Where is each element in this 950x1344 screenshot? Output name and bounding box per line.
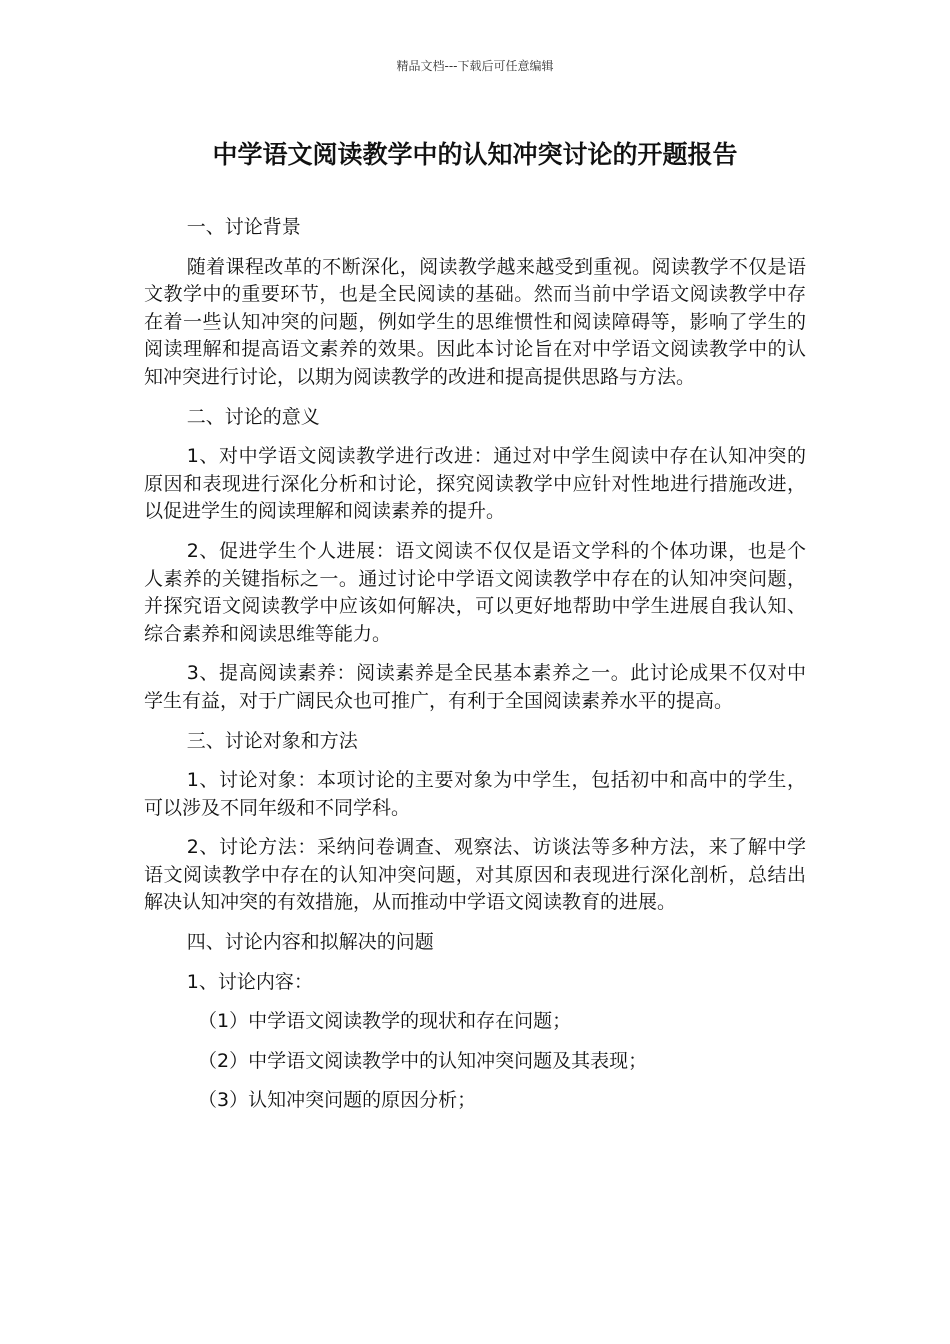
paragraph-methods: 2、讨论方法：采纳问卷调查、观察法、访谈法等多种方法，来了解中学语文阅读教学中存在的认知冲突问题，对其原因和表现进行深化剖析，总结出解决认知冲突的有效措施，从而推动中学语文阅读教育的进展。 [144,836,806,914]
section-heading-background: 一、讨论背景 [186,216,301,238]
list-item: （2）中学语文阅读教学中的认知冲突问题及其表现； [198,1049,648,1072]
paragraph-subjects: 1、讨论对象：本项讨论的主要对象为中学生，包括初中和高中的学生，可以涉及不同年级和不同学科。 [144,769,806,819]
subheading-research-content: 1、讨论内容： [186,970,313,993]
paragraph-significance-1: 1、对中学语文阅读教学进行改进：通过对中学生阅读中存在认知冲突的原因和表现进行深化分析和讨论，探究阅读教学中应针对性地进行措施改进，以促进学生的阅读理解和阅读素养的提升。 [144,445,806,523]
document-body [144,214,806,1127]
list-item: （3）认知冲突问题的原因分析； [198,1089,477,1112]
section-heading-content-problems: 四、讨论内容和拟解决的问题 [186,931,434,954]
section-heading-subjects-methods: 三、讨论对象和方法 [186,729,358,752]
paragraph-significance-3: 3、提高阅读素养：阅读素养是全民基本素养之一。此讨论成果不仅对中学生有益，对于广阔民众也可推广，有利于全国阅读素养水平的提高。 [144,662,806,712]
section-heading-significance: 二、讨论的意义 [186,405,320,428]
paragraph-significance-2: 2、促进学生个人进展：语文阅读不仅仅是语文学科的个体功课，也是个人素养的关键指标之一。通过讨论中学语文阅读教学中存在的认知冲突问题，并探究语文阅读教学中应该如何解决，可以更好地帮助中学生进展自我认知、综合素养和阅读思维等能力。 [144,539,806,645]
document-title: 中学语文阅读教学中的认知冲突讨论的开题报告 [212,140,738,169]
page-header-note: 精品文档---下载后可任意编辑 [396,59,554,73]
list-item: （1）中学语文阅读教学的现状和存在问题； [198,1010,572,1033]
paragraph-background: 随着课程改革的不断深化，阅读教学越来越受到重视。阅读教学不仅是语文教学中的重要环节，也是全民阅读的基础。然而当前中学语文阅读教学中存在着一些认知冲突的问题，例如学生的思维惯性和阅读障碍等，影响了学生的阅读理解和提高语文素养的效果。因此本讨论旨在对中学语文阅读教学中的认知冲突进行讨论，以期为阅读教学的改进和提高提供思路与方法。 [144,255,806,388]
